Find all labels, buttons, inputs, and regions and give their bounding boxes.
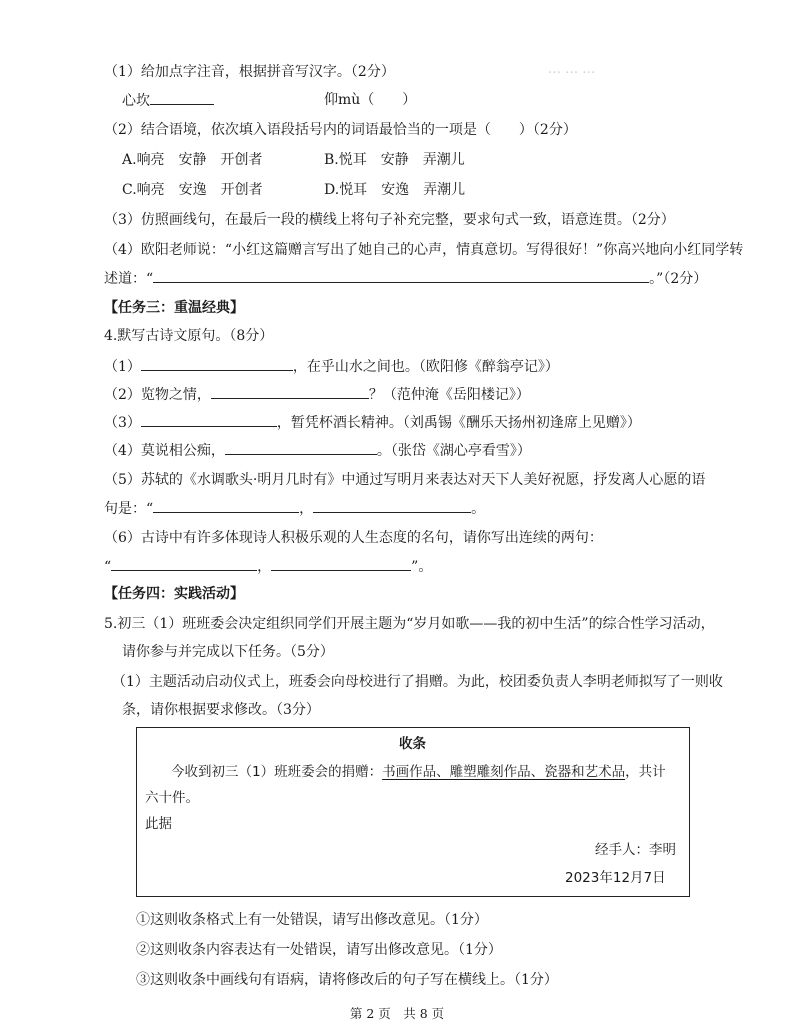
q5-line1: 5.初三（1）班班委会决定组织同学们开展主题为“岁月如歌——我的初中生活”的综合性学习活动，	[104, 616, 715, 632]
q3-1-item-a: 心坎	[122, 90, 214, 111]
q4-title: 4.默写古诗文原句。（8分）	[104, 328, 274, 344]
q3-1-item-b: 仰mù（ ）	[324, 92, 417, 108]
answer-blank[interactable]	[153, 498, 299, 513]
q3-4-line1: （4）欧阳老师说：“小红这篇赠言写出了她自己的心声，情真意切。写得很好！”你高兴地向小红同学转	[104, 242, 744, 258]
q4-item-4: （4）莫说相公痴， 。（张岱《湖心亭看雪》）	[104, 440, 531, 461]
q4-item-3: （3） ，暂凭杯酒长精神。（刘禹锡《酬乐天扬州初逢席上见赠》）	[104, 412, 641, 433]
task4-heading: 【任务四：实践活动】	[104, 586, 244, 602]
q5-sub1-line1: （1）主题活动启动仪式上，班委会向母校进行了捐赠。为此，校团委负责人李明老师拟写了一则收	[112, 674, 723, 690]
answer-blank[interactable]	[141, 412, 277, 427]
q4-item-6-line2: “ ， ”。	[104, 556, 432, 577]
answer-blank[interactable]	[271, 556, 411, 571]
answer-blank[interactable]	[225, 440, 377, 455]
receipt-body-line1: 今收到初三（1）班班委会的捐赠：书画作品、雕塑雕刻作品、瓷器和艺术品，共计	[171, 764, 666, 780]
receipt-question-3: ③这则收条中画线句有语病，请将修改后的句子写在横线上。（1分）	[136, 972, 558, 988]
receipt-question-1: ①这则收条格式上有一处错误，请写出修改意见。（1分）	[136, 912, 488, 928]
page-footer: 第 2 页 共 8 页	[349, 1006, 445, 1021]
receipt-question-2: ②这则收条内容表达有一处错误，请写出修改意见。（1分）	[136, 942, 502, 958]
answer-blank[interactable]	[153, 268, 649, 283]
q4-item-5-line2: 句是：“ ， 。	[104, 498, 485, 519]
q4-item-1: （1） ，在乎山水之间也。（欧阳修《醉翁亭记》）	[104, 356, 559, 377]
answer-blank[interactable]	[150, 90, 214, 105]
q4-item-5-line1: （5）苏轼的《水调歌头·明月几时有》中通过写明月来表达对天下人美好祝愿，抒发离人心愿的语	[104, 472, 706, 488]
answer-blank[interactable]	[211, 384, 369, 399]
receipt-box	[136, 727, 690, 897]
q4-item-2: （2）览物之情， ？（范仲淹《岳阳楼记》）	[104, 384, 530, 405]
option-b[interactable]: B.悦耳 安静 弄潮儿	[324, 152, 465, 168]
q4-item-6-line1: （6）古诗中有许多体现诗人积极乐观的人生态度的名句，请你写出连续的两句：	[104, 530, 603, 546]
receipt-date: 2023年12月7日	[565, 870, 666, 886]
task3-heading: 【任务三：重温经典】	[104, 300, 244, 316]
receipt-body-line2: 六十件。	[145, 790, 199, 806]
answer-blank[interactable]	[141, 356, 293, 371]
receipt-cijiu: 此据	[145, 816, 172, 832]
q3-1-title: （1）给加点字注音，根据拼音写汉字。（2分）	[104, 64, 395, 80]
option-c[interactable]: C.响亮 安逸 开创者	[122, 182, 263, 198]
q5-sub1-line2: 条，请你根据要求修改。（3分）	[122, 702, 320, 718]
q3-4-line2: 述道：“ 。”（2分）	[104, 268, 707, 289]
receipt-title: 收条	[399, 736, 426, 752]
q3-2-title: （2）结合语境，依次填入语段括号内的词语最恰当的一项是（ ）（2分）	[104, 122, 577, 138]
q3-3-title: （3）仿照画线句，在最后一段的横线上将句子补充完整，要求句式一致，语意连贯。（2分）	[104, 212, 675, 228]
q5-line2: 请你参与并完成以下任务。（5分）	[122, 644, 334, 660]
answer-blank[interactable]	[313, 498, 471, 513]
option-d[interactable]: D.悦耳 安逸 弄潮儿	[324, 182, 466, 198]
receipt-underlined-sentence: 书画作品、雕塑雕刻作品、瓷器和艺术品	[382, 764, 626, 780]
bleed-through-text: … … …	[548, 62, 596, 77]
option-a[interactable]: A.响亮 安静 开创者	[122, 152, 263, 168]
answer-blank[interactable]	[111, 556, 257, 571]
receipt-handler: 经手人：李明	[595, 842, 676, 858]
